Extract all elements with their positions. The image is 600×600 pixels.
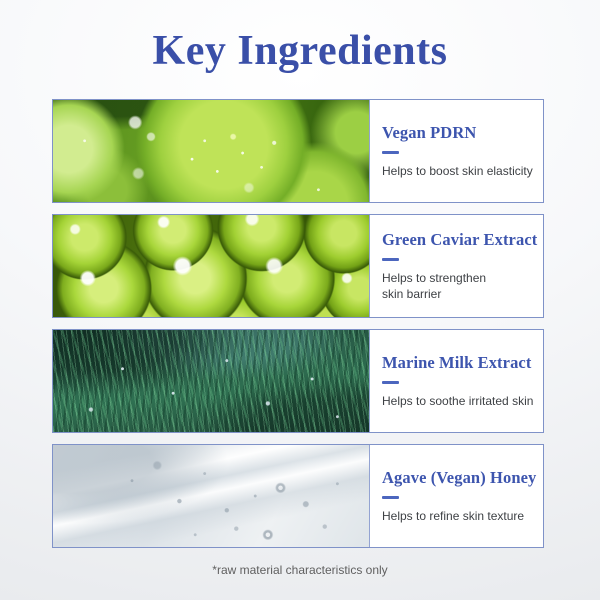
centella-leaves-dew-photo: [53, 100, 369, 202]
ingredient-name: Green Caviar Extract: [382, 229, 538, 249]
description-line: Helps to soothe irritated skin: [382, 393, 534, 408]
ingredient-card-green-caviar: [52, 214, 544, 318]
ingredient-description: [382, 163, 541, 179]
ingredient-description: [382, 508, 541, 524]
description-line: skin barrier: [382, 287, 442, 301]
ingredient-card-agave-honey: [52, 444, 544, 548]
ingredient-panel: [369, 445, 543, 547]
ingredient-panel: [369, 100, 543, 202]
ingredient-card-vegan-pdrn: [52, 99, 544, 203]
ingredient-name: Vegan PDRN: [382, 122, 477, 142]
green-caviar-beads-photo: [53, 215, 369, 317]
divider-dash: [382, 151, 399, 154]
footnote: *raw material characteristics only: [212, 563, 388, 577]
underwater-seagrass-photo: [53, 330, 369, 432]
ingredient-card-marine-milk: [52, 329, 544, 433]
divider-dash: [382, 381, 399, 384]
ingredient-list: [52, 99, 544, 548]
ingredient-description: [382, 270, 541, 302]
description-line: Helps to boost skin elasticity: [382, 163, 533, 178]
ingredient-panel: [369, 330, 543, 432]
divider-dash: [382, 258, 399, 261]
page-title: Key Ingredients: [152, 28, 448, 74]
ingredient-description: [382, 393, 541, 409]
ingredient-panel: [369, 215, 543, 317]
ingredient-name: Marine Milk Extract: [382, 352, 532, 372]
description-line: Helps to refine skin texture: [382, 508, 525, 523]
divider-dash: [382, 496, 399, 499]
clear-gel-texture-photo: [53, 445, 369, 547]
description-line: Helps to strengthen: [382, 270, 487, 285]
ingredient-name: Agave (Vegan) Honey: [382, 467, 537, 487]
